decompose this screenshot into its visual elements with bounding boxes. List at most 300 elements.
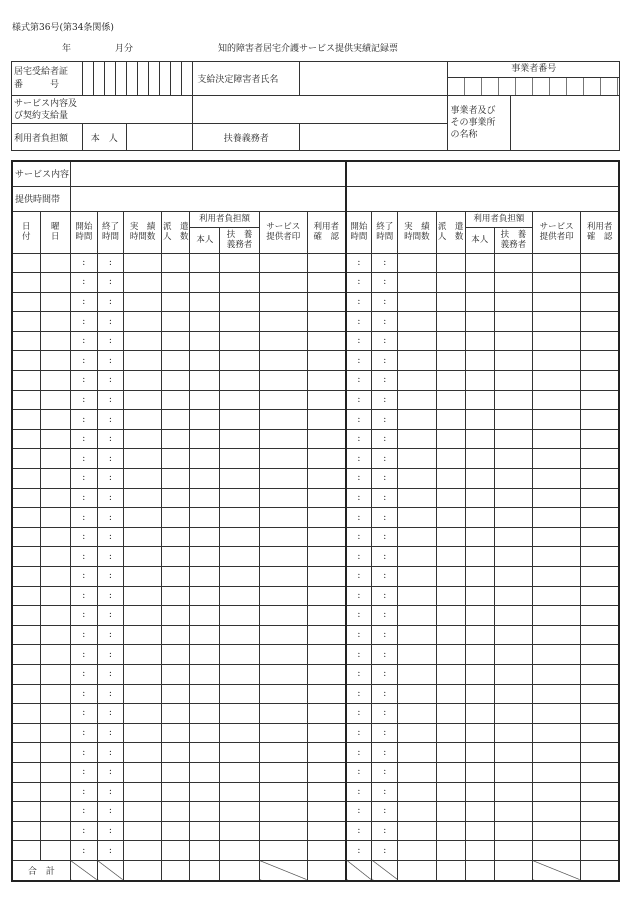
end-time-cell[interactable]: : [372, 782, 398, 802]
record-cell[interactable] [465, 625, 494, 645]
record-cell[interactable] [259, 821, 307, 841]
end-time-cell[interactable]: : [372, 273, 398, 293]
record-cell[interactable] [398, 331, 436, 351]
record-cell[interactable] [436, 547, 465, 567]
record-cell[interactable] [581, 625, 619, 645]
record-cell[interactable] [124, 664, 162, 684]
record-cell[interactable] [220, 625, 259, 645]
record-cell[interactable] [494, 743, 532, 763]
record-cell[interactable] [465, 273, 494, 293]
record-cell[interactable] [465, 586, 494, 606]
record-cell[interactable] [190, 743, 220, 763]
start-time-cell[interactable]: : [70, 253, 97, 273]
record-cell[interactable] [398, 351, 436, 371]
record-cell[interactable] [398, 645, 436, 665]
record-cell[interactable] [124, 743, 162, 763]
start-time-cell[interactable]: : [70, 312, 97, 332]
end-time-cell[interactable]: : [97, 312, 123, 332]
record-cell[interactable] [436, 821, 465, 841]
record-cell[interactable] [465, 802, 494, 822]
record-cell[interactable] [532, 390, 580, 410]
record-cell[interactable] [532, 782, 580, 802]
end-time-cell[interactable]: : [97, 547, 123, 567]
weekday-cell[interactable] [40, 821, 70, 841]
record-cell[interactable] [190, 567, 220, 587]
record-cell[interactable] [190, 723, 220, 743]
record-cell[interactable] [307, 508, 345, 528]
record-cell[interactable] [162, 469, 190, 489]
end-time-cell[interactable]: : [97, 253, 123, 273]
record-cell[interactable] [124, 429, 162, 449]
record-cell[interactable] [398, 782, 436, 802]
record-cell[interactable] [494, 273, 532, 293]
end-time-cell[interactable]: : [372, 351, 398, 371]
record-cell[interactable] [259, 253, 307, 273]
start-time-cell[interactable]: : [346, 586, 372, 606]
record-cell[interactable] [220, 253, 259, 273]
start-time-cell[interactable]: : [70, 684, 97, 704]
record-cell[interactable] [190, 606, 220, 626]
record-cell[interactable] [190, 410, 220, 430]
record-cell[interactable] [162, 723, 190, 743]
record-cell[interactable] [532, 704, 580, 724]
record-cell[interactable] [532, 606, 580, 626]
record-cell[interactable] [307, 469, 345, 489]
record-cell[interactable] [190, 429, 220, 449]
record-cell[interactable] [124, 762, 162, 782]
record-cell[interactable] [465, 684, 494, 704]
end-time-cell[interactable]: : [372, 802, 398, 822]
service-time-field-right[interactable] [346, 186, 619, 211]
provider-number-digits[interactable] [448, 78, 619, 95]
record-cell[interactable] [436, 606, 465, 626]
day-cell[interactable] [12, 762, 40, 782]
record-cell[interactable] [307, 664, 345, 684]
record-cell[interactable] [259, 351, 307, 371]
record-cell[interactable] [190, 273, 220, 293]
weekday-cell[interactable] [40, 782, 70, 802]
start-time-cell[interactable]: : [70, 782, 97, 802]
record-cell[interactable] [581, 802, 619, 822]
record-cell[interactable] [220, 684, 259, 704]
record-cell[interactable] [259, 684, 307, 704]
record-cell[interactable] [124, 253, 162, 273]
start-time-cell[interactable]: : [70, 567, 97, 587]
record-cell[interactable] [532, 469, 580, 489]
end-time-cell[interactable]: : [97, 645, 123, 665]
record-cell[interactable] [124, 782, 162, 802]
day-cell[interactable] [12, 547, 40, 567]
record-cell[interactable] [259, 762, 307, 782]
record-cell[interactable] [259, 586, 307, 606]
record-cell[interactable] [465, 723, 494, 743]
record-cell[interactable] [581, 586, 619, 606]
record-cell[interactable] [581, 508, 619, 528]
end-time-cell[interactable]: : [97, 488, 123, 508]
record-cell[interactable] [190, 625, 220, 645]
record-cell[interactable] [436, 684, 465, 704]
start-time-cell[interactable]: : [70, 351, 97, 371]
end-time-cell[interactable]: : [97, 567, 123, 587]
end-time-cell[interactable]: : [372, 586, 398, 606]
total-cell[interactable] [124, 860, 162, 881]
start-time-cell[interactable]: : [70, 469, 97, 489]
service-content-field[interactable] [193, 96, 448, 124]
start-time-cell[interactable]: : [70, 390, 97, 410]
record-cell[interactable] [436, 410, 465, 430]
end-time-cell[interactable]: : [372, 723, 398, 743]
total-cell[interactable] [436, 860, 465, 881]
record-cell[interactable] [307, 488, 345, 508]
record-cell[interactable] [465, 331, 494, 351]
cert-digit[interactable] [149, 62, 160, 96]
record-cell[interactable] [124, 331, 162, 351]
start-time-cell[interactable]: : [346, 292, 372, 312]
record-cell[interactable] [494, 508, 532, 528]
service-content-field-right[interactable] [346, 161, 619, 186]
record-cell[interactable] [220, 410, 259, 430]
weekday-cell[interactable] [40, 547, 70, 567]
record-cell[interactable] [494, 390, 532, 410]
weekday-cell[interactable] [40, 449, 70, 469]
record-cell[interactable] [494, 723, 532, 743]
record-cell[interactable] [465, 606, 494, 626]
end-time-cell[interactable]: : [372, 841, 398, 861]
record-cell[interactable] [465, 645, 494, 665]
record-cell[interactable] [494, 371, 532, 391]
record-cell[interactable] [220, 704, 259, 724]
record-cell[interactable] [259, 371, 307, 391]
record-cell[interactable] [124, 723, 162, 743]
record-cell[interactable] [162, 567, 190, 587]
record-cell[interactable] [124, 625, 162, 645]
end-time-cell[interactable]: : [97, 586, 123, 606]
weekday-cell[interactable] [40, 488, 70, 508]
record-cell[interactable] [162, 606, 190, 626]
record-cell[interactable] [220, 782, 259, 802]
record-cell[interactable] [398, 449, 436, 469]
record-cell[interactable] [532, 664, 580, 684]
record-cell[interactable] [581, 253, 619, 273]
record-cell[interactable] [465, 312, 494, 332]
record-cell[interactable] [398, 567, 436, 587]
start-time-cell[interactable]: : [70, 410, 97, 430]
record-cell[interactable] [398, 743, 436, 763]
record-cell[interactable] [398, 547, 436, 567]
end-time-cell[interactable]: : [97, 390, 123, 410]
end-time-cell[interactable]: : [97, 273, 123, 293]
record-cell[interactable] [307, 586, 345, 606]
record-cell[interactable] [162, 292, 190, 312]
total-cell[interactable] [307, 860, 345, 881]
record-cell[interactable] [532, 429, 580, 449]
record-cell[interactable] [494, 488, 532, 508]
day-cell[interactable] [12, 292, 40, 312]
record-cell[interactable] [220, 567, 259, 587]
record-cell[interactable] [465, 508, 494, 528]
end-time-cell[interactable]: : [97, 625, 123, 645]
record-cell[interactable] [124, 684, 162, 704]
record-cell[interactable] [190, 547, 220, 567]
record-cell[interactable] [307, 527, 345, 547]
weekday-cell[interactable] [40, 292, 70, 312]
end-time-cell[interactable]: : [372, 704, 398, 724]
start-time-cell[interactable]: : [70, 723, 97, 743]
end-time-cell[interactable]: : [372, 390, 398, 410]
record-cell[interactable] [398, 762, 436, 782]
start-time-cell[interactable]: : [346, 331, 372, 351]
record-cell[interactable] [581, 312, 619, 332]
record-cell[interactable] [220, 645, 259, 665]
record-cell[interactable] [581, 449, 619, 469]
record-cell[interactable] [465, 390, 494, 410]
end-time-cell[interactable]: : [372, 508, 398, 528]
record-cell[interactable] [436, 762, 465, 782]
record-cell[interactable] [398, 292, 436, 312]
record-cell[interactable] [494, 410, 532, 430]
record-cell[interactable] [581, 841, 619, 861]
start-time-cell[interactable]: : [70, 273, 97, 293]
record-cell[interactable] [259, 508, 307, 528]
day-cell[interactable] [12, 331, 40, 351]
record-cell[interactable] [532, 547, 580, 567]
record-cell[interactable] [190, 508, 220, 528]
record-cell[interactable] [307, 331, 345, 351]
record-cell[interactable] [465, 743, 494, 763]
day-cell[interactable] [12, 723, 40, 743]
record-cell[interactable] [190, 762, 220, 782]
day-cell[interactable] [12, 469, 40, 489]
record-cell[interactable] [398, 469, 436, 489]
record-cell[interactable] [190, 645, 220, 665]
record-cell[interactable] [494, 292, 532, 312]
weekday-cell[interactable] [40, 312, 70, 332]
record-cell[interactable] [581, 821, 619, 841]
record-cell[interactable] [190, 684, 220, 704]
record-cell[interactable] [162, 351, 190, 371]
record-cell[interactable] [436, 841, 465, 861]
start-time-cell[interactable]: : [346, 743, 372, 763]
record-cell[interactable] [581, 351, 619, 371]
record-cell[interactable] [307, 802, 345, 822]
record-cell[interactable] [162, 273, 190, 293]
cert-digit[interactable] [160, 62, 171, 96]
record-cell[interactable] [465, 841, 494, 861]
record-cell[interactable] [532, 449, 580, 469]
record-cell[interactable] [436, 586, 465, 606]
start-time-cell[interactable]: : [70, 743, 97, 763]
record-cell[interactable] [436, 292, 465, 312]
record-cell[interactable] [124, 704, 162, 724]
record-cell[interactable] [465, 469, 494, 489]
record-cell[interactable] [190, 390, 220, 410]
end-time-cell[interactable]: : [372, 253, 398, 273]
record-cell[interactable] [494, 782, 532, 802]
record-cell[interactable] [162, 488, 190, 508]
end-time-cell[interactable]: : [372, 606, 398, 626]
end-time-cell[interactable]: : [97, 527, 123, 547]
record-cell[interactable] [162, 625, 190, 645]
weekday-cell[interactable] [40, 762, 70, 782]
record-cell[interactable] [581, 704, 619, 724]
record-cell[interactable] [190, 664, 220, 684]
record-cell[interactable] [494, 704, 532, 724]
start-time-cell[interactable]: : [346, 625, 372, 645]
end-time-cell[interactable]: : [372, 664, 398, 684]
end-time-cell[interactable]: : [372, 331, 398, 351]
record-cell[interactable] [162, 331, 190, 351]
record-cell[interactable] [259, 841, 307, 861]
end-time-cell[interactable]: : [372, 410, 398, 430]
end-time-cell[interactable]: : [97, 743, 123, 763]
record-cell[interactable] [532, 527, 580, 547]
cert-digit[interactable] [82, 62, 93, 96]
record-cell[interactable] [190, 371, 220, 391]
end-time-cell[interactable]: : [97, 684, 123, 704]
record-cell[interactable] [162, 527, 190, 547]
record-cell[interactable] [259, 312, 307, 332]
weekday-cell[interactable] [40, 743, 70, 763]
record-cell[interactable] [190, 527, 220, 547]
end-time-cell[interactable]: : [372, 567, 398, 587]
record-cell[interactable] [259, 331, 307, 351]
record-cell[interactable] [124, 449, 162, 469]
cert-digit[interactable] [115, 62, 126, 96]
weekday-cell[interactable] [40, 704, 70, 724]
day-cell[interactable] [12, 704, 40, 724]
record-cell[interactable] [124, 645, 162, 665]
end-time-cell[interactable]: : [372, 312, 398, 332]
record-cell[interactable] [581, 488, 619, 508]
end-time-cell[interactable]: : [97, 782, 123, 802]
record-cell[interactable] [436, 508, 465, 528]
record-cell[interactable] [465, 664, 494, 684]
end-time-cell[interactable]: : [97, 508, 123, 528]
record-cell[interactable] [190, 841, 220, 861]
record-cell[interactable] [436, 802, 465, 822]
record-cell[interactable] [581, 606, 619, 626]
record-cell[interactable] [220, 527, 259, 547]
end-time-cell[interactable]: : [97, 704, 123, 724]
record-cell[interactable] [494, 684, 532, 704]
record-cell[interactable] [190, 782, 220, 802]
record-cell[interactable] [307, 371, 345, 391]
record-cell[interactable] [494, 645, 532, 665]
record-cell[interactable] [465, 292, 494, 312]
record-cell[interactable] [532, 312, 580, 332]
record-cell[interactable] [398, 841, 436, 861]
record-cell[interactable] [220, 331, 259, 351]
recipient-name-field[interactable] [300, 62, 448, 96]
day-cell[interactable] [12, 508, 40, 528]
record-cell[interactable] [398, 802, 436, 822]
record-cell[interactable] [494, 449, 532, 469]
record-cell[interactable] [220, 469, 259, 489]
record-cell[interactable] [220, 606, 259, 626]
start-time-cell[interactable]: : [70, 625, 97, 645]
record-cell[interactable] [124, 371, 162, 391]
record-cell[interactable] [259, 606, 307, 626]
record-cell[interactable] [259, 429, 307, 449]
record-cell[interactable] [259, 567, 307, 587]
record-cell[interactable] [162, 449, 190, 469]
record-cell[interactable] [307, 253, 345, 273]
record-cell[interactable] [581, 684, 619, 704]
record-cell[interactable] [532, 762, 580, 782]
record-cell[interactable] [581, 567, 619, 587]
record-cell[interactable] [398, 273, 436, 293]
record-cell[interactable] [307, 645, 345, 665]
record-cell[interactable] [124, 469, 162, 489]
record-cell[interactable] [436, 704, 465, 724]
record-cell[interactable] [436, 723, 465, 743]
cert-digit[interactable] [126, 62, 137, 96]
weekday-cell[interactable] [40, 390, 70, 410]
record-cell[interactable] [532, 253, 580, 273]
start-time-cell[interactable]: : [70, 586, 97, 606]
record-cell[interactable] [532, 625, 580, 645]
record-cell[interactable] [124, 547, 162, 567]
end-time-cell[interactable]: : [372, 625, 398, 645]
record-cell[interactable] [162, 586, 190, 606]
end-time-cell[interactable]: : [372, 821, 398, 841]
end-time-cell[interactable]: : [97, 841, 123, 861]
record-cell[interactable] [494, 625, 532, 645]
record-cell[interactable] [162, 684, 190, 704]
start-time-cell[interactable]: : [346, 684, 372, 704]
day-cell[interactable] [12, 743, 40, 763]
record-cell[interactable] [190, 351, 220, 371]
record-cell[interactable] [532, 488, 580, 508]
record-cell[interactable] [190, 312, 220, 332]
record-cell[interactable] [307, 821, 345, 841]
weekday-cell[interactable] [40, 625, 70, 645]
start-time-cell[interactable]: : [346, 547, 372, 567]
record-cell[interactable] [465, 821, 494, 841]
record-cell[interactable] [259, 273, 307, 293]
weekday-cell[interactable] [40, 508, 70, 528]
record-cell[interactable] [220, 508, 259, 528]
record-cell[interactable] [398, 312, 436, 332]
record-cell[interactable] [162, 410, 190, 430]
start-time-cell[interactable]: : [346, 273, 372, 293]
record-cell[interactable] [398, 625, 436, 645]
record-cell[interactable] [436, 782, 465, 802]
day-cell[interactable] [12, 802, 40, 822]
record-cell[interactable] [581, 762, 619, 782]
record-cell[interactable] [220, 312, 259, 332]
record-cell[interactable] [307, 410, 345, 430]
record-cell[interactable] [220, 273, 259, 293]
end-time-cell[interactable]: : [372, 762, 398, 782]
start-time-cell[interactable]: : [346, 371, 372, 391]
record-cell[interactable] [494, 841, 532, 861]
start-time-cell[interactable]: : [346, 841, 372, 861]
record-cell[interactable] [124, 527, 162, 547]
start-time-cell[interactable]: : [70, 449, 97, 469]
record-cell[interactable] [259, 704, 307, 724]
end-time-cell[interactable]: : [97, 429, 123, 449]
weekday-cell[interactable] [40, 410, 70, 430]
record-cell[interactable] [465, 704, 494, 724]
record-cell[interactable] [436, 449, 465, 469]
start-time-cell[interactable]: : [346, 449, 372, 469]
record-cell[interactable] [259, 782, 307, 802]
start-time-cell[interactable]: : [70, 606, 97, 626]
start-time-cell[interactable]: : [346, 567, 372, 587]
record-cell[interactable] [124, 292, 162, 312]
end-time-cell[interactable]: : [97, 606, 123, 626]
